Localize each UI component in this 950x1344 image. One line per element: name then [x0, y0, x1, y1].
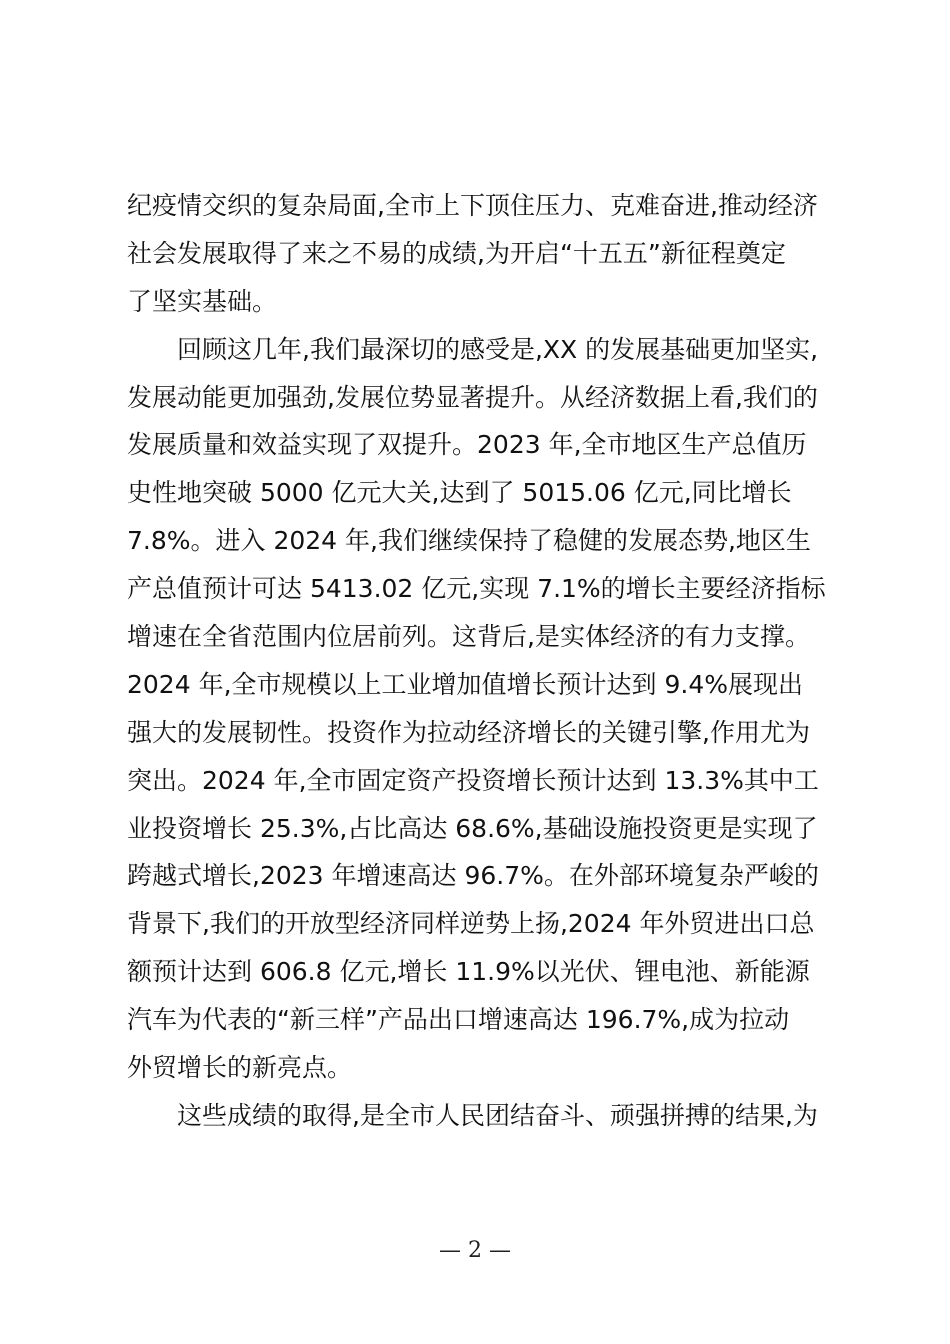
text-line: 纪疫情交织的复杂局面,全市上下顶住压力、克难奋进,推动经济 [127, 191, 818, 220]
text-line: 背景下,我们的开放型经济同样逆势上扬,2024 年外贸进出口总 [127, 909, 815, 939]
text-line: 汽车为代表的“新三样”产品出口增速高达 196.7%,成为拉动 [127, 1005, 790, 1035]
text-line: 跨越式增长,2023 年增速高达 96.7%。在外部环境复杂严峻的 [127, 861, 819, 891]
text-line: 强大的发展韧性。投资作为拉动经济增长的关键引擎,作用尤为 [127, 717, 810, 747]
text-line: 2024 年,全市规模以上工业增加值增长预计达到 9.4%展现出 [127, 669, 803, 699]
text-line: 产总值预计可达 5413.02 亿元,实现 7.1%的增长主要经济指标 [127, 574, 826, 604]
text-line: 了坚实基础。 [127, 286, 278, 316]
text-line: 增速在全省范围内位居前列。这背后,是实体经济的有力支撑。 [127, 622, 810, 652]
text-line: 7.8%。进入 2024 年,我们继续保持了稳健的发展态势,地区生 [127, 526, 811, 556]
text-line: 史性地突破 5000 亿元大关,达到了 5015.06 亿元,同比增长 [127, 478, 792, 508]
page-number: — 2 — [439, 1238, 511, 1263]
body-text [127, 182, 843, 1140]
text-line: 发展动能更加强劲,发展位势显著提升。从经济数据上看,我们的 [127, 382, 818, 412]
paragraph-first-line: 回顾这几年,我们最深切的感受是,XX 的发展基础更加坚实, [177, 334, 819, 364]
text-line: 突出。2024 年,全市固定资产投资增长预计达到 13.3%其中工 [127, 765, 819, 795]
paragraph-first-line: 这些成绩的取得,是全市人民团结奋斗、顽强拼搏的结果,为 [177, 1100, 818, 1130]
text-line: 业投资增长 25.3%,占比高达 68.6%,基础设施投资更是实现了 [127, 813, 818, 843]
text-line: 发展质量和效益实现了双提升。2023 年,全市地区生产总值历 [127, 430, 807, 460]
text-line: 外贸增长的新亮点。 [127, 1053, 353, 1083]
text-line: 社会发展取得了来之不易的成绩,为开启“十五五”新征程奠定 [127, 238, 786, 268]
text-line: 额预计达到 606.8 亿元,增长 11.9%以光伏、锂电池、新能源 [127, 957, 810, 987]
